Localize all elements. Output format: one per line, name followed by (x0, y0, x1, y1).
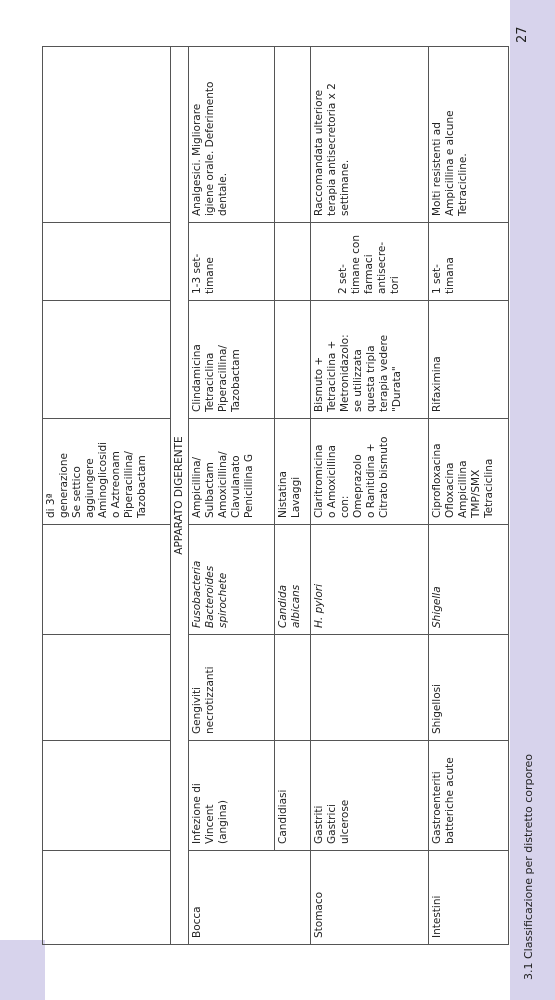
antibiotic-table (42, 46, 509, 945)
cell-prima-scelta: Ampicillina/ Sulbactam Amoxicillina/ Clavulanato Penicillina G (189, 419, 275, 525)
table-row (311, 47, 429, 945)
cell-distretto: Stomaco (311, 851, 429, 945)
table-row (189, 47, 275, 945)
cell-agente (43, 525, 171, 635)
cell-prima-scelta: di 3ª generazione Se settico aggiungere Aminoglicosidi o Aztreonam Piperacillina/ Tazobactam (43, 419, 171, 525)
cell-alternativa: Clindamicina Tetraciclina Piperacillina/ Tazobactam (189, 301, 275, 419)
cell-sinonimo: Gengiviti necrotizzanti (189, 635, 275, 741)
cell-durata: 1 set- timana (429, 223, 509, 301)
cell-prima-scelta: Ciprofloxacina Ofloxacina Ampicillina TMP/SMX Tetraciclina (429, 419, 509, 525)
cell-alternativa: Bismuto + Tetraciclina + Metronidazolo: se utilizzata questa tripla terapia vedere "Durata" (311, 301, 429, 419)
cell-durata: 1-3 set- timane (189, 223, 275, 301)
cell-note (43, 47, 171, 223)
cell-sinonimo (275, 635, 311, 741)
cell-agente: H. pylori (311, 525, 429, 635)
page-number: 27 (515, 26, 530, 43)
table-row (275, 47, 311, 945)
cell-agente: Fusobacteria Bacteroides spirochete (189, 525, 275, 635)
cell-distretto: Intestini (429, 851, 509, 945)
cell-durata (43, 223, 171, 301)
cell-sinonimo (311, 635, 429, 741)
cell-note: Analgesici. Migliorare igiene orale. Deferimento dentale. (189, 47, 275, 223)
cell-sinonimo: Shigellosi (429, 635, 509, 741)
cell-agente: Shigella (429, 525, 509, 635)
cell-sinonimo (43, 635, 171, 741)
cell-patologia: Gastroenteriti batteriche acute (429, 741, 509, 851)
cell-note (275, 47, 311, 223)
section-tab-label: 3.1 Classificazione per distretto corporeo (522, 753, 535, 980)
cell-patologia (43, 741, 171, 851)
cell-note: Molti resistenti ad Ampicillina e alcune Tetracicline. (429, 47, 509, 223)
cell-durata: 2 set- timane con farmaci antisecre- tori (311, 223, 429, 301)
cell-patologia: Gastriti Gastrici ulcerose (311, 741, 429, 851)
table-row (429, 47, 509, 945)
cell-prima-scelta: Nistatina Lavaggi (275, 419, 311, 525)
cell-note: Raccomandata ulteriore terapia antisecretoria x 2 settimane. (311, 47, 429, 223)
cell-alternativa (43, 301, 171, 419)
cell-alternativa: Rifaximina (429, 301, 509, 419)
cell-prima-scelta: Claritromicina o Amoxicillina con: Omeprazolo o Ranitidina + Citrato bismuto (311, 419, 429, 525)
cell-agente: Candida albicans (275, 525, 311, 635)
table-row (43, 47, 171, 945)
cell-patologia: Infezione di Vincent (angina) (189, 741, 275, 851)
section-header: APPARATO DIGERENTE (171, 47, 189, 945)
cell-durata (275, 223, 311, 301)
cell-alternativa (275, 301, 311, 419)
cell-distretto (43, 851, 171, 945)
cell-patologia: Candidiasi (275, 741, 311, 851)
cell-distretto: Bocca (189, 851, 311, 945)
section-header-row (171, 47, 189, 945)
